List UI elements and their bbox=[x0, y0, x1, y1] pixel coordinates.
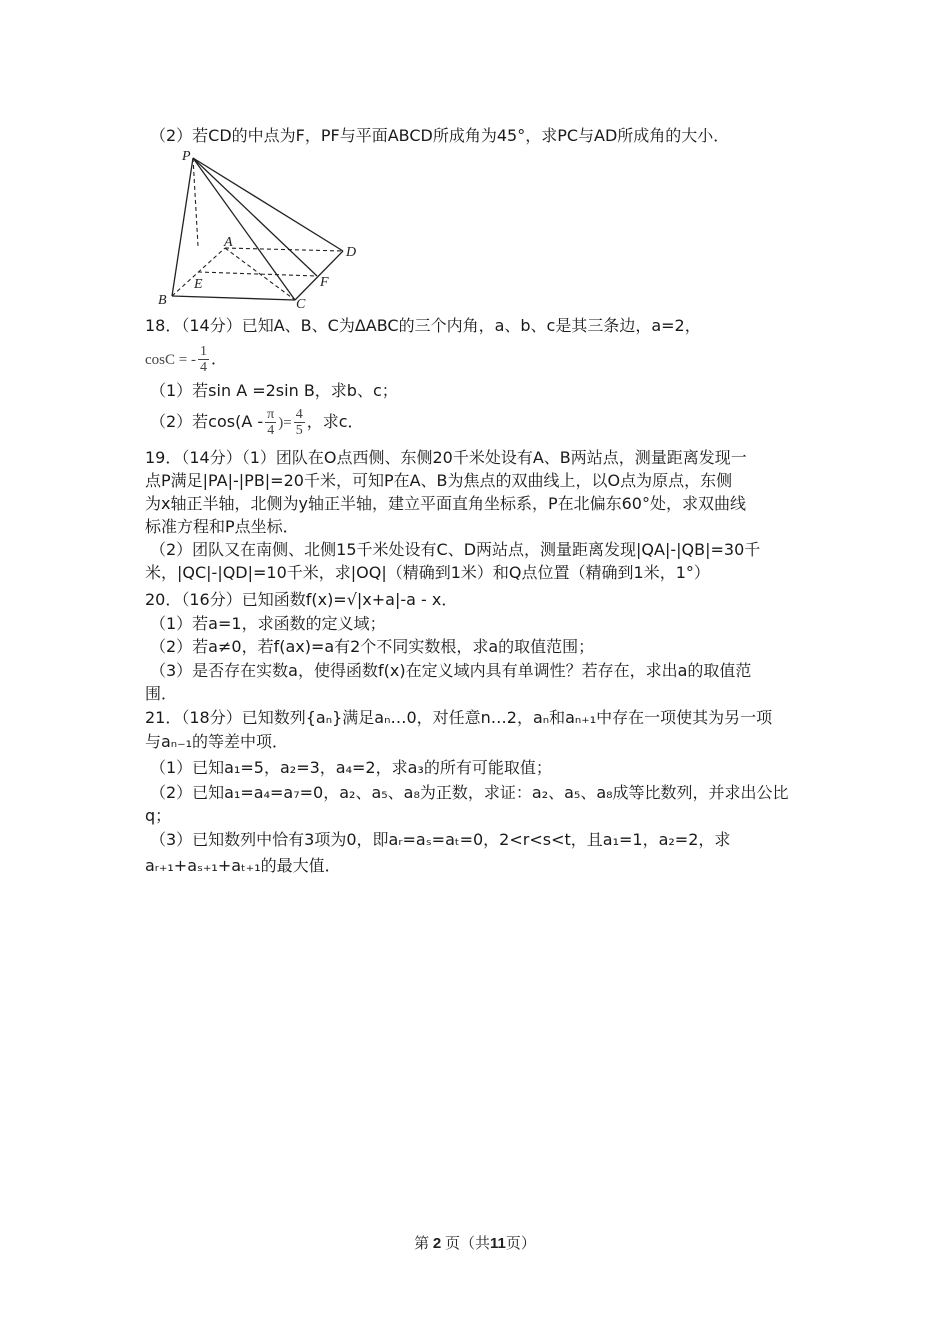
pyramid-figure bbox=[150, 148, 365, 310]
q21-line5: q； bbox=[145, 806, 172, 825]
q21-line4: （2）已知a₁=a₄=a₇=0，a₂、a₅、a₈为正数，求证：a₂、a₅、a₈成等比数列，并求出公比 bbox=[150, 783, 789, 802]
fraction-four-fifths: $\frac{4}{5}$ bbox=[295, 407, 303, 438]
total-pages: 11 bbox=[490, 1235, 506, 1252]
q21-line1: 21．（18分）已知数列{aₙ}满足aₙ…0，对任意n…2，aₙ和aₙ₊₁中存在一项使其为另一项 bbox=[145, 708, 773, 727]
q20-line3: （2）若a≠0，若f(ax)=a有2个不同实数根，求a的取值范围； bbox=[150, 637, 595, 656]
fraction-pi-over-4: $\frac{\pi}{4}$ bbox=[267, 407, 275, 438]
label-A: A bbox=[224, 235, 233, 250]
label-C: C bbox=[296, 297, 306, 310]
q20-line5: 围． bbox=[145, 684, 178, 703]
label-E: E bbox=[194, 277, 203, 292]
q20-line2: （1）若a=1，求函数的定义域； bbox=[150, 614, 386, 633]
page-number: 2 bbox=[432, 1235, 442, 1252]
q20-line1: 20．（16分）已知函数f(x)=√|x+a|-a - x． bbox=[145, 590, 458, 609]
q21-line7: aᵣ₊₁+aₛ₊₁+aₜ₊₁的最大值． bbox=[145, 856, 341, 875]
q19-line1: 19．（14分）（1）团队在O点西侧、东侧20千米处设有A、B两站点，测量距离发现一 bbox=[145, 448, 747, 467]
label-B: B bbox=[158, 293, 167, 308]
q19-line6: 米，|QC|-|QD|=10千米，求|OQ|（精确到1米）和Q点位置（精确到1米，1°） bbox=[145, 563, 710, 582]
q21-line2: 与aₙ₋₁的等差中项． bbox=[145, 732, 289, 751]
q20-line4: （3）是否存在实数a，使得函数f(x)在定义域内具有单调性？若存在，求出a的取值范 bbox=[150, 661, 752, 680]
q19-line2: 点P满足|PA|-|PB|=20千米，可知P在A、B为焦点的双曲线上，以O点为原点，东侧 bbox=[145, 471, 733, 490]
label-F: F bbox=[320, 275, 329, 290]
q19-line3: 为x轴正半轴，北侧为y轴正半轴，建立平面直角坐标系，P在北偏东60°处，求双曲线 bbox=[145, 494, 746, 513]
fraction-one-quarter: $\frac{1}{4}$ bbox=[199, 344, 207, 375]
q18-line2: cosC = - $\frac{1}{4}$ ． bbox=[145, 344, 227, 375]
q18-line1: 18．（14分）已知A、B、C为ΔABC的三个内角，a、b、c是其三条边，a=2， bbox=[145, 316, 701, 335]
q21-line3: （1）已知a₁=5，a₂=3，a₄=2，求a₃的所有可能取值； bbox=[150, 758, 552, 777]
q18-part1: （1）若sin A =2sin B，求b、c； bbox=[150, 381, 398, 400]
q19-line4: 标准方程和P点坐标． bbox=[145, 517, 299, 536]
label-D: D bbox=[346, 245, 357, 260]
page-footer: 第 2 页（共11页） bbox=[414, 1235, 536, 1252]
q21-line6: （3）已知数列中恰有3项为0，即aᵣ=aₛ=aₜ=0，2<r<s<t，且a₁=1，a₂=2，求 bbox=[150, 830, 731, 849]
q18-part2: （2）若cos(A - $\frac{\pi}{4}$ )= $\frac{4}{5}$ ，求c． bbox=[150, 407, 364, 438]
label-P: P bbox=[182, 149, 191, 164]
q19-line5: （2）团队又在南侧、北侧15千米处设有C、D两站点，测量距离发现|QA|-|QB|=30千 bbox=[150, 540, 761, 559]
q17-part2: （2）若CD的中点为F，PF与平面ABCD所成角为45°，求PC与AD所成角的大小． bbox=[150, 126, 730, 145]
